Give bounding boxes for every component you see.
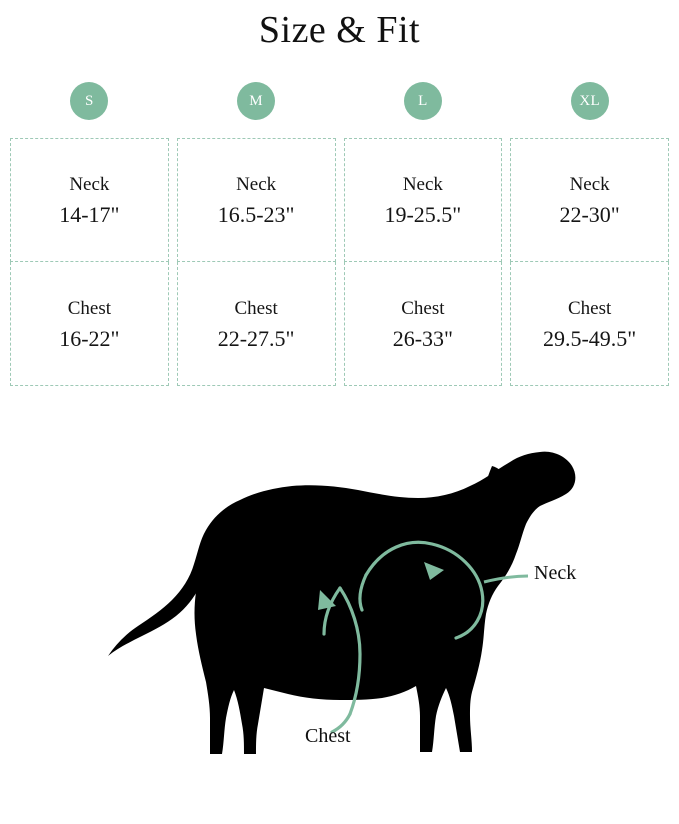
size-badge-s: S — [70, 82, 108, 120]
dog-silhouette-icon — [108, 452, 575, 754]
chest-value: 29.5-49.5" — [542, 325, 637, 351]
size-badge-cell — [340, 82, 507, 120]
page-title: Size & Fit — [258, 9, 421, 51]
neck-value: 16.5-23" — [217, 202, 295, 227]
chest-label: Chest — [67, 297, 112, 319]
neck-cell-l — [344, 138, 503, 262]
neck-value: 22-30" — [559, 202, 620, 227]
dog-measurement-diagram — [0, 410, 679, 824]
neck-diagram-label: Neck — [534, 562, 577, 584]
size-badge-l: L — [404, 82, 442, 120]
neck-label: Neck — [69, 174, 110, 195]
size-badge-cell — [506, 82, 673, 120]
neck-value: 14-17" — [59, 202, 120, 227]
chest-value: 16-22" — [59, 325, 120, 351]
chest-value: 26-33" — [392, 325, 454, 351]
chest-cell-s — [10, 262, 169, 386]
table-row-neck — [6, 138, 673, 262]
chest-cell-l — [344, 262, 503, 386]
size-table — [6, 138, 673, 386]
chest-cell-xl — [510, 262, 669, 386]
chest-value: 22-27.5" — [217, 325, 295, 351]
chest-diagram-label: Chest — [305, 725, 351, 747]
size-badge-m: M — [237, 82, 275, 120]
neck-cell-xl — [510, 138, 669, 262]
neck-label: Neck — [569, 174, 610, 195]
size-badge-cell — [173, 82, 340, 120]
neck-cell-m — [177, 138, 336, 262]
chest-label: Chest — [567, 297, 612, 319]
chest-label: Chest — [234, 297, 278, 319]
size-badges-row — [6, 82, 673, 120]
table-row-chest — [6, 262, 673, 386]
neck-label: Neck — [236, 174, 277, 195]
chest-label: Chest — [401, 297, 445, 319]
size-badge-xl: XL — [571, 82, 609, 120]
neck-value: 19-25.5" — [384, 202, 462, 227]
size-badge-cell — [6, 82, 173, 120]
chest-cell-m — [177, 262, 336, 386]
neck-label: Neck — [402, 174, 443, 195]
neck-cell-s — [10, 138, 169, 262]
